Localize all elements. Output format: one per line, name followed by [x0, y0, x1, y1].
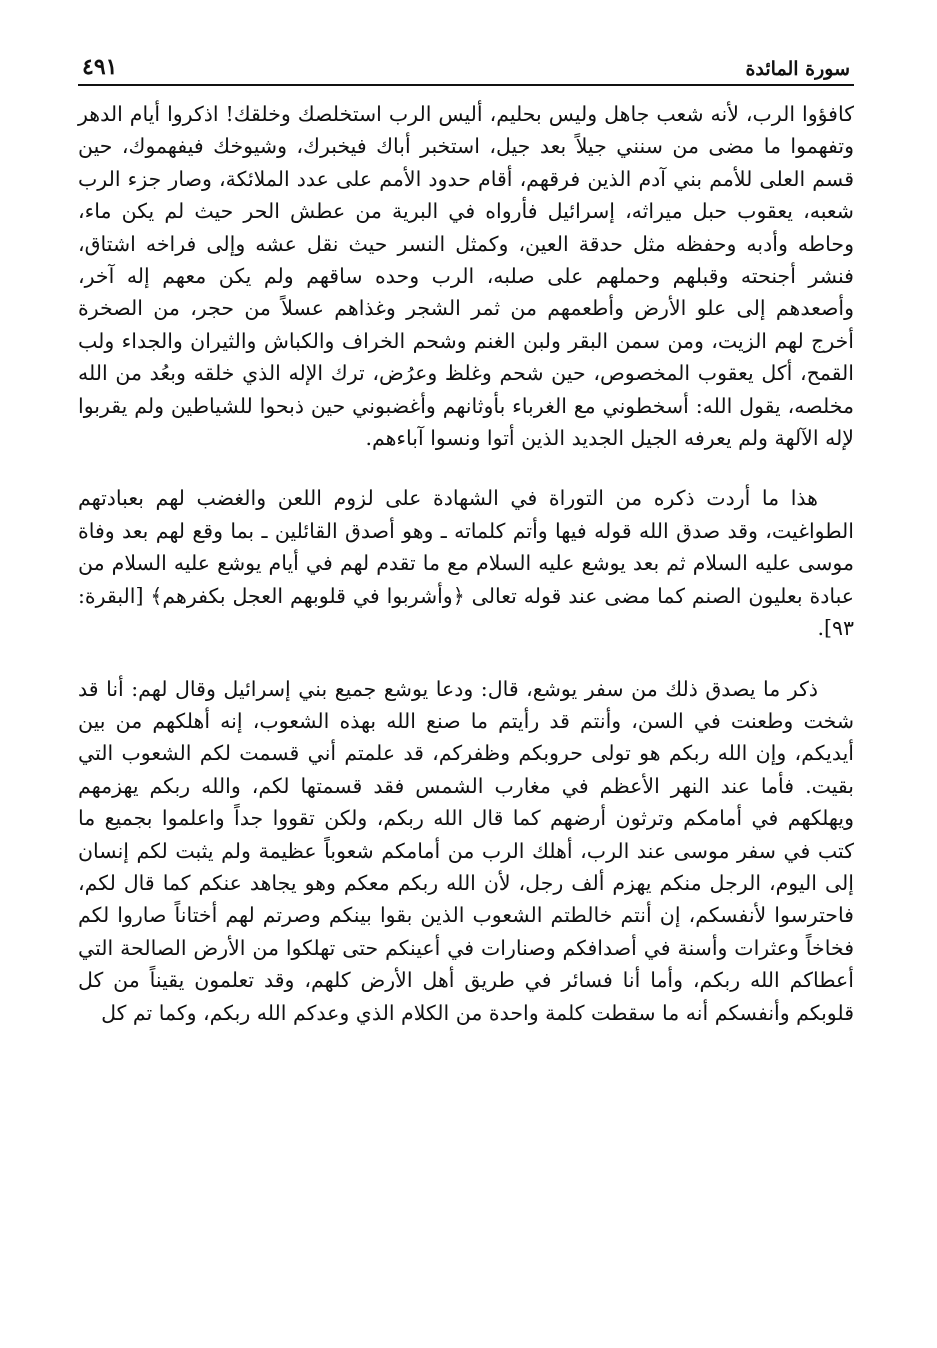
body-text: [78, 98, 854, 1029]
paragraph-torah-quote: كافؤوا الرب، لأنه شعب جاهل وليس بحليم، أليس الرب استخلصك وخلقك! اذكروا أيام الدهر وتفهموا ما مضى من سنني جيلاً بعد جيل، استخبر أباك فيخبرك، وشيوخك فيفهموك، حين قسم العلى للأمم بني آدم الذين فرقهم، أقام حدود الأمم على عدد الملائكة، وصار جزء الرب شعبه، يعقوب حبل ميراثه، إسرائيل فأرواه في البرية من عطش الحر حيث لم يكن ماء، وحاطه وأدبه وحفظه مثل حدقة العين، وكمثل النسر حيث نقل عشه وإلى فراخه اشتاق، فنشر أجنحته وقبلهم وحملهم على صلبه، الرب وحده ساقهم ولم يكن معهم إله آخر، وأصعدهم إلى علو الأرض وأطعمهم من ثمر الشجر وغذاهم عسلاً من حجر، من الصخرة أخرج لهم الزيت، ومن سمن البقر ولبن الغنم وشحم الخراف والكباش والثيران والجداء ولب القمح، أكل يعقوب المخصوص، حين شحم وغلظ وعرُض، ترك الإله الذي خلقه وبعُد من الله مخلصه، يقول الله: أسخطوني مع الغرباء بأوثانهم وأغضبوني حين ذبحوا للشياطين ولم يقربوا لإله الآلهة ولم يعرفه الجيل الجديد الذين أتوا ونسوا آباءهم.: [78, 102, 854, 451]
page-number: ٤٩١: [82, 54, 118, 80]
surah-title: سورة المائدة: [745, 58, 850, 80]
paragraph-commentary: هذا ما أردت ذكره من التوراة في الشهادة على لزوم اللعن والغضب لهم بعبادتهم الطواغيت، وقد صدق الله قوله فيها وأتم كلماته ـ وهو أصدق القائلين ـ بما وقع لهم بعد وفاة موسى عليه السلام ثم بعد يوشع عليه السلام مع ما تقدم لهم في أيام يوشع عليه السلام من عبادة بعليون الصنم كما مضى عند قوله تعالى ﴿وأشربوا في قلوبهم العجل بكفرهم﴾ [البقرة: ٩٣].: [78, 486, 854, 641]
page-header: [78, 52, 854, 86]
paragraph-joshua: ذكر ما يصدق ذلك من سفر يوشع، قال: ودعا يوشع جميع بني إسرائيل وقال لهم: أنا قد شخت وطعنت في السن، وأنتم قد رأيتم ما صنع الله بهذه الشعوب، إنه أهلكهم من بين أيديكم، وإن الله ربكم هو تولى حروبكم وظفركم، قد علمتم أني قسمت لكم الشعوب التي بقيت. فأما عند النهر الأعظم في مغارب الشمس فقد قسمتها لكم، والله ربكم يهزمهم ويهلكهم في أمامكم وترثون أرضهم كما قال الله ربكم، ولكن تقووا جداً واعلموا بجميع ما كتب في سفر موسى عند الرب، أهلك الرب من أمامكم شعوباً عظيمة ولم يثبت لكم إنسان إلى اليوم، الرجل منكم يهزم ألف رجل، لأن الله ربكم معكم وهو يجاهد عنكم كما قال لكم، فاحترسوا لأنفسكم، إن أنتم خالطتم الشعوب الذين بقوا بينكم وصرتم لهم أختاناً صاروا لكم فخاخاً وعثرات وأسنة في أصدافكم وصنارات في أعينكم حتى تهلكوا من الأرض الصالحة التي أعطاكم الله ربكم، وأما أنا فسائر في طريق أهل الأرض كلهم، وقد تعلمون يقيناً من كل قلوبكم وأنفسكم أنه ما سقطت كلمة واحدة من الكلام الذي وعدكم الله ربكم، وكما تم كل: [78, 676, 854, 1025]
book-page: [78, 52, 854, 1029]
